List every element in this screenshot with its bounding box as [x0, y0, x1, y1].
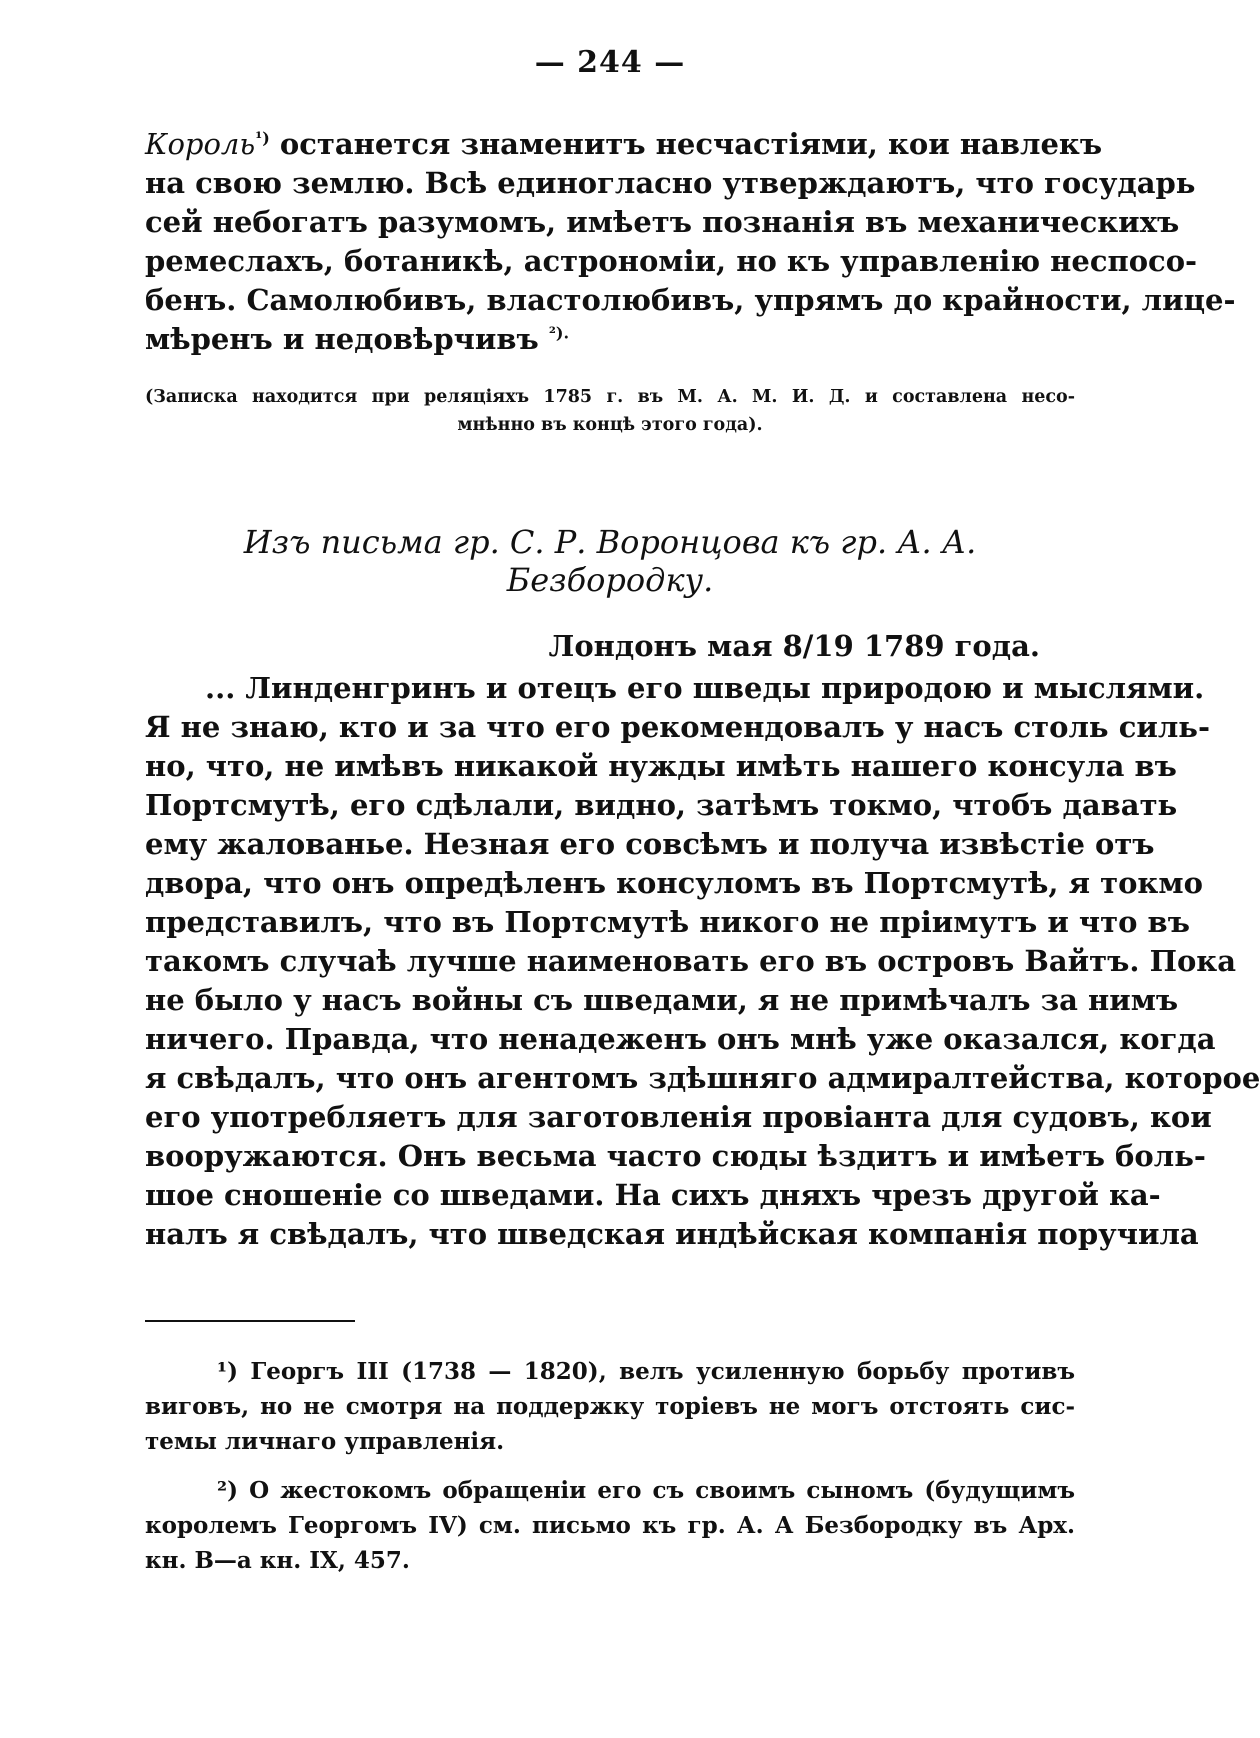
paragraph-line: на свою землю. Всѣ единогласно утверждаютъ, что государь	[145, 166, 1196, 200]
paragraph-line: ремеслахъ, ботаникѣ, астрономіи, но къ управленію неспосо-	[145, 244, 1198, 278]
footnote-marker: ¹)	[217, 1358, 238, 1385]
archive-note-line: (Записка находится при реляціяхъ 1785 г. въ М. А. М. И. Д. и составлена несо-	[145, 387, 1075, 407]
letter-heading: Изъ письма гр. С. Р. Воронцова къ гр. А. А. Безбородку.	[243, 523, 977, 599]
letter-body	[145, 669, 1260, 1254]
footnote-marker: ²)	[217, 1477, 238, 1504]
letter-line: его употребляетъ для заготовленія провіанта для судовъ, кои	[145, 1100, 1212, 1134]
page-number: — 244 —	[534, 45, 686, 80]
footnote-2	[145, 1473, 1075, 1578]
paragraph-line: мѣренъ и недовѣрчивъ $^{^2).}$	[145, 322, 570, 356]
letter-line: ничего. Правда, что ненадеженъ онъ мнѣ уже оказался, когда	[145, 1022, 1216, 1056]
letter-line: такомъ случаѣ лучше наименовать его въ островъ Вайтъ. Пока	[145, 944, 1237, 978]
archive-note	[145, 383, 1075, 439]
letter-line: ему жалованье. Незная его совсѣмъ и получа извѣстіе отъ	[145, 827, 1155, 861]
letter-line: Я не знаю, кто и за что его рекомендовалъ у насъ столь силь-	[145, 710, 1211, 744]
footnote-line: ¹) Георгъ III (1738 — 1820), велъ усиленную борьбу противъ	[217, 1358, 1075, 1385]
letter-line: вооружаются. Онъ весьма часто сюды ѣздитъ и имѣетъ боль-	[145, 1139, 1206, 1173]
italic-lead-word: Король	[145, 127, 256, 161]
footnote-ref-1: ¹)	[255, 128, 270, 148]
archive-note-line: мнѣнно въ концѣ этого года).	[457, 415, 763, 435]
letter-line: двора, что онъ опредѣленъ консуломъ въ Портсмутѣ, я токмо	[145, 866, 1203, 900]
footnote-ref-2: ²).	[548, 323, 570, 343]
letter-line: но, что, не имѣвъ никакой нужды имѣть нашего консула въ	[145, 749, 1177, 783]
book-page	[145, 45, 1260, 1592]
paragraph-king	[145, 125, 1236, 359]
footnote-line: ²) О жестокомъ обращеніи его съ своимъ сыномъ (будущимъ	[217, 1477, 1075, 1504]
letter-line: ... Линденгринъ и отецъ его шведы природою и мыслями.	[205, 671, 1205, 705]
letter-line: Портсмутѣ, его сдѣлали, видно, затѣмъ токмо, чтобъ давать	[145, 788, 1178, 822]
footnote-line: кн. В—а кн. IX, 457.	[145, 1547, 410, 1574]
letter-line: представилъ, что въ Портсмутѣ никого не пріимутъ и что въ	[145, 905, 1190, 939]
letter-dateline: Лондонъ мая 8/19 1789 года.	[548, 629, 1040, 663]
footnote-line: виговъ, но не смотря на поддержку торіевъ не могъ отстоять сис-	[145, 1393, 1075, 1420]
paragraph-line: бенъ. Самолюбивъ, властолюбивъ, упрямъ до крайности, лице-	[145, 283, 1236, 317]
letter-line: шое сношеніе со шведами. На сихъ дняхъ чрезъ другой ка-	[145, 1178, 1161, 1212]
letter-line: не было у насъ войны съ шведами, я не примѣчалъ за нимъ	[145, 983, 1179, 1017]
letter-line: налъ я свѣдалъ, что шведская индѣйская компанія поручила	[145, 1217, 1199, 1251]
paragraph-line: сей небогатъ разумомъ, имѣетъ познанія въ механическихъ	[145, 205, 1180, 239]
footnote-line: темы личнаго управленія.	[145, 1428, 505, 1455]
paragraph-line: Король$^{^1)}$ останется знаменитъ несчастіями, кои навлекъ	[145, 127, 1103, 161]
footnote-line: королемъ Георгомъ IV) см. письмо къ гр. А. А Безбородку въ Арх.	[145, 1512, 1075, 1539]
footnote-divider	[145, 1320, 355, 1322]
footnote-1	[145, 1354, 1075, 1459]
letter-line: я свѣдалъ, что онъ агентомъ здѣшняго адмиралтейства, которое	[145, 1061, 1260, 1095]
